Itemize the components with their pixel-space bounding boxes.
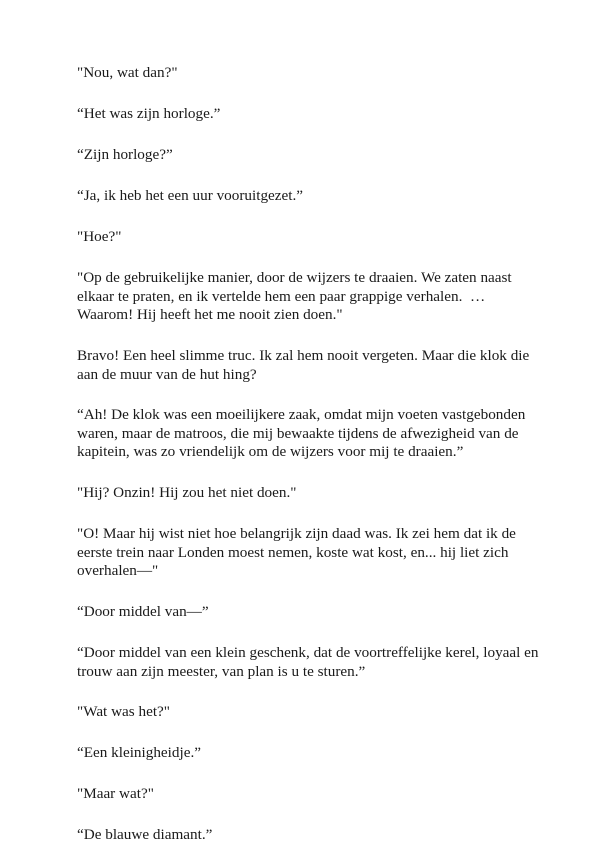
paragraph-5: "Hoe?"	[77, 228, 122, 245]
paragraph-12: “Door middel van een klein geschenk, dat de voortreffelijke kerel, loyaal en trouw aan zijn meester, van plan is u te sturen.”	[77, 644, 539, 680]
paragraph-6: "Op de gebruikelijke manier, door de wijzers te draaien. We zaten naast elkaar te praten, en ik vertelde hem een paar grappige verhalen. … Waarom! Hij heeft het me nooit zien doen."	[77, 269, 512, 323]
paragraph-15: "Maar wat?"	[77, 785, 154, 802]
paragraph-3: “Zijn horloge?”	[77, 146, 173, 163]
paragraph-14: “Een kleinigheidje.”	[77, 744, 201, 761]
paragraph-1: "Nou, wat dan?"	[77, 64, 178, 81]
paragraph-13: "Wat was het?"	[77, 703, 170, 720]
paragraph-11: “Door middel van—”	[77, 603, 209, 620]
paragraph-16: “De blauwe diamant.”	[77, 826, 213, 843]
paragraph-4: “Ja, ik heb het een uur vooruitgezet.”	[77, 187, 304, 204]
paragraph-9: "Hij? Onzin! Hij zou het niet doen."	[77, 484, 297, 501]
paragraph-10: "O! Maar hij wist niet hoe belangrijk zijn daad was. Ik zei hem dat ik de eerste trein naar Londen moest nemen, koste wat kost, en... hij liet zich overhalen—"	[77, 525, 516, 579]
paragraph-2: “Het was zijn horloge.”	[77, 105, 221, 122]
paragraph-7: Bravo! Een heel slimme truc. Ik zal hem nooit vergeten. Maar die klok die aan de muur van de hut hing?	[77, 347, 530, 383]
paragraph-8: “Ah! De klok was een moeilijkere zaak, omdat mijn voeten vastgebonden waren, maar de matroos, die mij bewaakte tijdens de afwezigheid van de kapitein, was zo vriendelijk om de wijzers voor mij te draaien.”	[77, 406, 526, 460]
